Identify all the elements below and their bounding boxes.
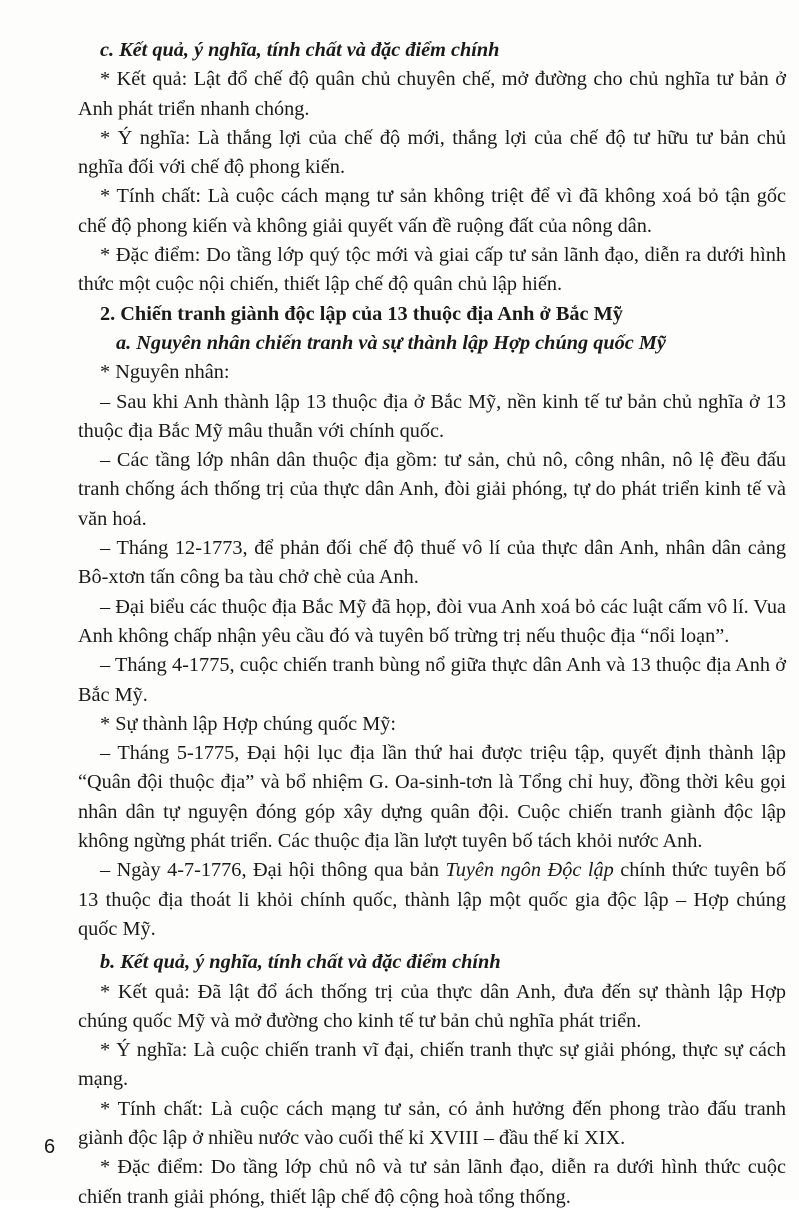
section-c-y-nghia: * Ý nghĩa: Là thắng lợi của chế độ mới, thắng lợi của chế độ tư hữu tư bản chủ nghĩa đối với chế độ phong kiến. xyxy=(78,126,786,179)
thanh-lap-label: * Sự thành lập Hợp chúng quốc Mỹ: xyxy=(100,712,397,735)
section-c-tinh-chat: * Tính chất: Là cuộc cách mạng tư sản không triệt để vì đã không xoá bỏ tận gốc chế độ phong kiến và không giải quyết vấn đề ruộng đất của nông dân. xyxy=(78,185,786,237)
section-c-heading: c. Kết quả, ý nghĩa, tính chất và đặc điểm chính xyxy=(100,39,500,61)
thanh-lap-item xyxy=(78,856,786,944)
thanh-lap-item: – Tháng 5-1775, Đại hội lục địa lần thứ hai được triệu tập, quyết định thành lập “Quân đội thuộc địa” và bổ nhiệm G. Oa-sinh-tơn là Tổng chỉ huy, đồng thời kêu gọi nhân dân tự nguyện đóng góp xây dựng quân đội. Cuộc chiến tranh giành độc lập không ngừng phát triển. Các thuộc địa lần lượt tuyên bố tách khỏi nước Anh. xyxy=(78,742,786,853)
section-c-ket-qua: * Kết quả: Lật đổ chế độ quân chủ chuyên chế, mở đường cho chủ nghĩa tư bản ở Anh phát triển nhanh chóng. xyxy=(78,68,786,120)
nguyen-nhan-item: – Tháng 4-1775, cuộc chiến tranh bùng nổ giữa thực dân Anh và 13 thuộc địa Anh ở Bắc Mỹ. xyxy=(78,654,786,706)
thanh-lap-item-text: – Ngày 4-7-1776, Đại hội thông qua bản xyxy=(100,859,446,882)
nguyen-nhan-item: – Đại biểu các thuộc địa Bắc Mỹ đã họp, đòi vua Anh xoá bỏ các luật cấm vô lí. Vua Anh không chấp nhận yêu cầu đó và tuyên bố trừng trị nếu thuộc địa “nổi loạn”. xyxy=(78,595,786,647)
thanh-lap-item-text: chính thức tuyên bố 13 thuộc địa thoát li khỏi chính quốc, thành lập một quốc gia độc lập – Hợp chúng quốc Mỹ. xyxy=(78,859,786,940)
page-number: 6 xyxy=(44,1136,56,1158)
nguyen-nhan-item: – Tháng 12-1773, để phản đối chế độ thuế vô lí của thực dân Anh, nhân dân cảng Bô-xtơn tấn công ba tàu chở chè của Anh. xyxy=(78,537,786,589)
section-2b-tinh-chat: * Tính chất: Là cuộc cách mạng tư sản, có ảnh hưởng đến phong trào đấu tranh giành độc lập ở nhiều nước vào cuối thế kỉ XVIII – đầu thế kỉ XIX. xyxy=(78,1097,786,1149)
section-2a-heading: a. Nguyên nhân chiến tranh và sự thành lập Hợp chúng quốc Mỹ xyxy=(116,331,666,354)
tuyen-ngon-title: Tuyên ngôn Độc lập xyxy=(445,859,614,882)
nguyen-nhan-item: – Các tầng lớp nhân dân thuộc địa gồm: tư sản, chủ nô, công nhân, nô lệ đều đấu tranh chống ách thống trị của thực dân Anh, đòi giải phóng, tự do phát triển kinh tế và văn hoá. xyxy=(78,449,786,530)
section-2b-dac-diem: * Đặc điểm: Do tầng lớp chủ nô và tư sản lãnh đạo, diễn ra dưới hình thức cuộc chiến tranh giải phóng, thiết lập chế độ cộng hoà tổng thống. xyxy=(78,1156,786,1208)
page-content xyxy=(78,36,786,1212)
nguyen-nhan-item: – Sau khi Anh thành lập 13 thuộc địa ở Bắc Mỹ, nền kinh tế tư bản chủ nghĩa ở 13 thuộc địa Bắc Mỹ mâu thuẫn với chính quốc. xyxy=(78,390,786,442)
section-2-heading: 2. Chiến tranh giành độc lập của 13 thuộc địa Anh ở Bắc Mỹ xyxy=(100,302,623,325)
nguyen-nhan-label: * Nguyên nhân: xyxy=(100,361,230,384)
section-2b-ket-qua: * Kết quả: Đã lật đổ ách thống trị của thực dân Anh, đưa đến sự thành lập Hợp chúng quốc Mỹ và mở đường cho kinh tế tư bản chủ nghĩa phát triển. xyxy=(78,980,786,1032)
section-2b-heading: b. Kết quả, ý nghĩa, tính chất và đặc điểm chính xyxy=(100,951,501,974)
section-2b-y-nghia: * Ý nghĩa: Là cuộc chiến tranh vĩ đại, chiến tranh thực sự giải phóng, thực sự cách mạng. xyxy=(78,1039,786,1091)
section-c-dac-diem: * Đặc điểm: Do tầng lớp quý tộc mới và giai cấp tư sản lãnh đạo, diễn ra dưới hình thức một cuộc nội chiến, thiết lập chế độ quân chủ lập hiến. xyxy=(78,244,786,296)
